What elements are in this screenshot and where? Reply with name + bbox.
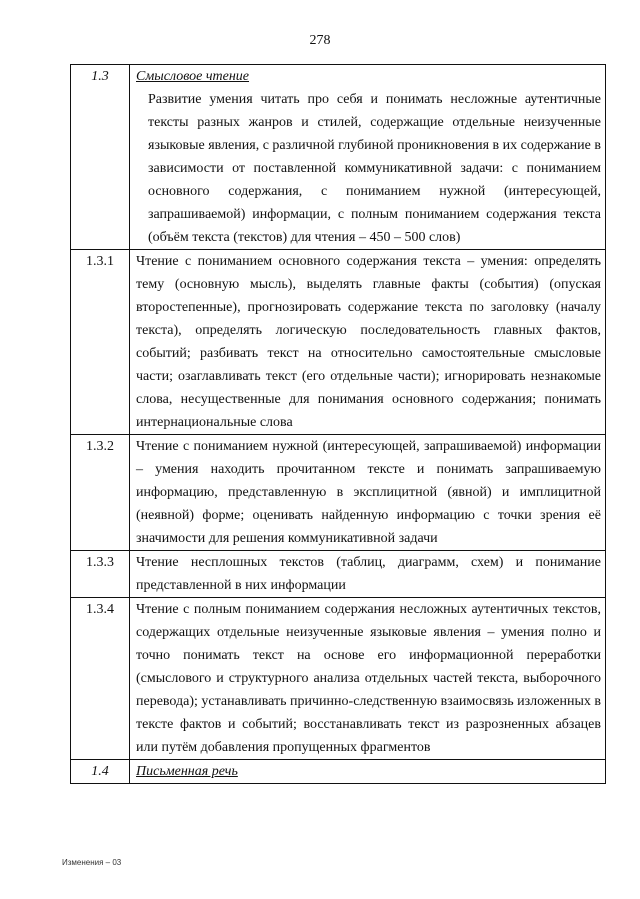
section-heading: Письменная речь <box>136 764 238 779</box>
table-row-1-3-2 <box>71 435 606 551</box>
row-content <box>130 435 606 551</box>
row-content <box>130 250 606 435</box>
table-row-1-3 <box>71 65 606 250</box>
row-text: Чтение с полным пониманием содержания несложных аутентичных текстов, содержащих отдельные неизученные языковые явления – умения полно и точно понимать текст на основе его информационной переработки (смыслового и структурного анализа отдельных частей текста, выборочного перевода); устанавливать причинно-следственную взаимосвязь изложенных в тексте фактов и событий; восстанавливать текст из разрозненных абзацев или путём добавления пропущенных фрагментов <box>136 602 601 755</box>
row-content <box>130 760 606 784</box>
content-table <box>70 64 606 784</box>
section-description: Развитие умения читать про себя и понимать несложные аутентичные тексты разных жанров и стилей, содержащие отдельные неизученные языковые явления, с различной глубиной проникновения в их содержание в зависимости от поставленной коммуникативной задачи: с пониманием основного содержания, с пониманием нужной (интересующей, запрашиваемой) информации, с полным пониманием содержания текста (объём текста (текстов) для чтения – 450 – 500 слов) <box>148 92 601 245</box>
row-number: 1.3.3 <box>71 551 130 598</box>
table-row-1-3-3 <box>71 551 606 598</box>
row-content <box>130 598 606 760</box>
row-text: Чтение с пониманием нужной (интересующей, запрашиваемой) информации – умения находить прочитанном тексте и понимать запрашиваемую информацию, представленную в эксплицитной (явной) и имплицитной (неявной) форме; оценивать найденную информацию с точки зрения её значимости для решения коммуникативной задачи <box>136 439 601 546</box>
page-number: 278 <box>309 33 331 48</box>
row-content <box>130 65 606 250</box>
row-number: 1.3.2 <box>71 435 130 551</box>
table-row-1-3-4 <box>71 598 606 760</box>
row-text: Чтение несплошных текстов (таблиц, диаграмм, схем) и понимание представленной в них информации <box>136 555 601 593</box>
revision-footer: Изменения – 03 <box>62 858 122 867</box>
row-content <box>130 551 606 598</box>
row-text: Чтение с пониманием основного содержания текста – умения: определять тему (основную мысль), выделять главные факты (события) (опуская второстепенные), прогнозировать содержание текста по заголовку (началу текста), определять логическую последовательность главных фактов, событий; разбивать текст на относительно самостоятельные смысловые части; озаглавливать текст (его отдельные части); игнорировать незнакомые слова, несущественные для понимания основного содержания; понимать интернациональные слова <box>136 254 601 430</box>
table-row-1-4 <box>71 760 606 784</box>
row-number: 1.4 <box>71 760 130 784</box>
row-number: 1.3.1 <box>71 250 130 435</box>
table-row-1-3-1 <box>71 250 606 435</box>
row-number: 1.3 <box>71 65 130 250</box>
row-number: 1.3.4 <box>71 598 130 760</box>
section-heading: Смысловое чтение <box>136 69 250 84</box>
